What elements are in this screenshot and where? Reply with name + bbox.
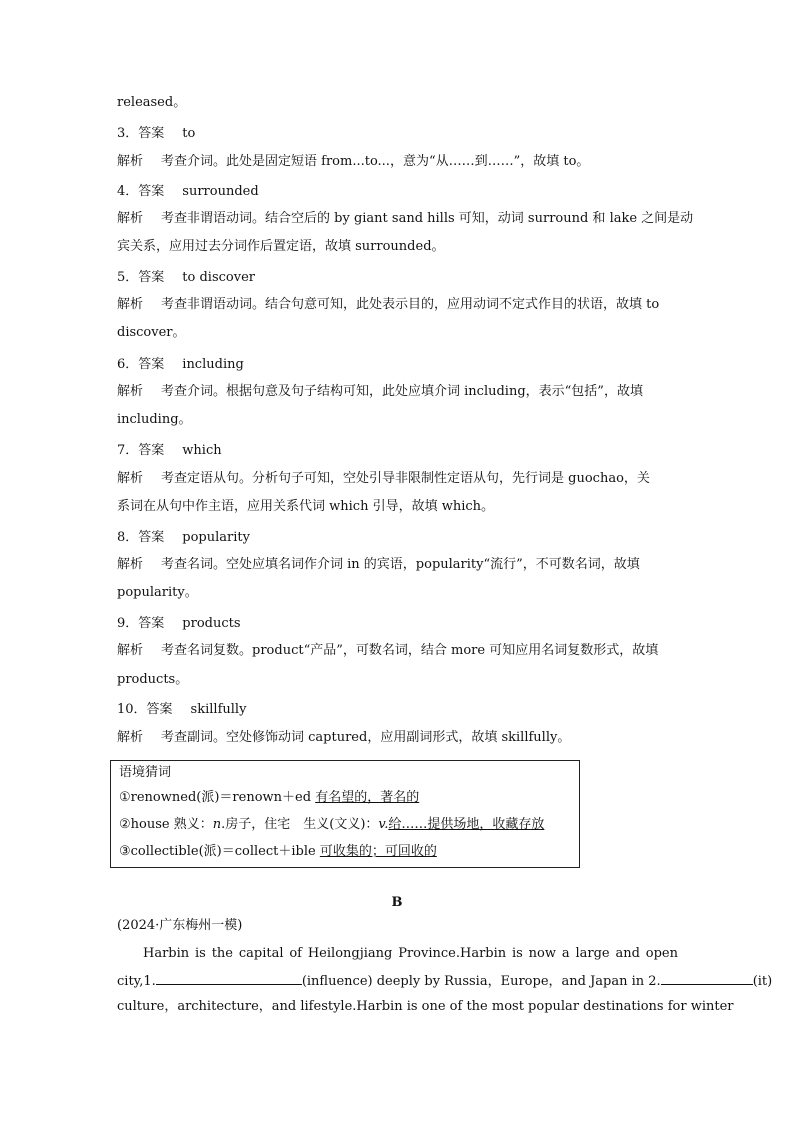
answer-6 [117, 357, 244, 373]
explanation-text: 考查非谓语动词。结合句意可知，此处表示目的，应用动词不定式作目的状语，故填 to [161, 297, 660, 312]
explanation-9 [117, 643, 658, 659]
passage-line-1: Harbin is the capital of Heilongjiang Province.Harbin is now a large and open [143, 946, 678, 961]
vocab-meaning: 给……提供场地，收藏存放 [388, 817, 545, 832]
answer-3 [117, 126, 195, 142]
explanation-7-cont: 系词在从句中作主语，应用关系代词 which 引导，故填 which。 [117, 499, 495, 514]
explanation-text: 考查副词。空处修饰动词 captured，应用副词形式，故填 skillfully。 [161, 730, 571, 745]
explanation-label: 解析 [117, 211, 144, 226]
vocab-meaning: 可收集的；可回收的 [319, 844, 437, 859]
explanation-8-cont: popularity。 [117, 585, 198, 600]
explanation-text: 考查定语从句。分析句子可知，空处引导非限制性定语从句，先行词是 guochao，关 [161, 471, 650, 486]
explanation-label: 解析 [117, 730, 144, 745]
explanation-4 [117, 211, 693, 227]
answer-value: to [182, 126, 196, 141]
answer-5 [117, 270, 255, 286]
answer-blank-1[interactable] [156, 972, 302, 985]
source-note: (2024·广东梅州一模) [117, 918, 243, 933]
explanation-text: 考查介词。此处是固定短语 from...to...，意为“从……到……”，故填 to。 [161, 154, 590, 169]
explanation-label: 解析 [117, 154, 144, 169]
answer-10 [117, 702, 246, 718]
explanation-3 [117, 154, 589, 170]
explanation-9-cont: products。 [117, 672, 189, 687]
vocab-item-3: ③collectible(派)＝collect＋ible 可收集的；可回收的 [119, 844, 437, 859]
vocab-item-2: ②house 熟义：n.房子，住宅 生义(文义)：v.给……提供场地，收藏存放 [119, 817, 545, 832]
explanation-10 [117, 730, 570, 746]
explanation-text: 考查非谓语动词。结合空后的 by giant sand hills 可知，动词 surround 和 lake 之间是动 [161, 211, 694, 226]
explanation-6 [117, 384, 643, 400]
answer-value: to discover [182, 270, 255, 285]
answer-value: skillfully [190, 702, 247, 717]
answer-8 [117, 530, 250, 546]
answer-value: surrounded [182, 184, 259, 199]
explanation-label: 解析 [117, 297, 144, 312]
answer-label: 4．答案 [117, 184, 165, 199]
answer-value: which [182, 443, 222, 458]
answer-9 [117, 616, 241, 632]
answer-label: 6．答案 [117, 357, 165, 372]
vocab-title: 语境猜词 [119, 765, 172, 780]
answer-value: including [182, 357, 244, 372]
explanation-label: 解析 [117, 557, 144, 572]
explanation-4-cont: 宾关系，应用过去分词作后置定语，故填 surrounded。 [117, 239, 445, 254]
answer-value: products [182, 616, 241, 631]
explanation-text: 考查名词。空处应填名词作介词 in 的宾语，popularity“流行”，不可数名词，故填 [161, 557, 640, 572]
answer-4 [117, 184, 259, 200]
answer-label: 8．答案 [117, 530, 165, 545]
explanation-label: 解析 [117, 643, 144, 658]
section-label: B [391, 895, 403, 910]
explanation-5-cont: discover。 [117, 325, 186, 340]
answer-label: 10．答案 [117, 702, 173, 717]
answer-value: popularity [182, 530, 250, 545]
explanation-5 [117, 297, 659, 313]
text-line: released。 [117, 95, 187, 110]
explanation-7 [117, 471, 650, 487]
explanation-label: 解析 [117, 384, 144, 399]
explanation-label: 解析 [117, 471, 144, 486]
answer-label: 9．答案 [117, 616, 165, 631]
answer-blank-2[interactable] [661, 972, 753, 985]
passage-line-2: city,1. (influence) deeply by Russia，Europe，and Japan in 2. (it) [117, 974, 773, 989]
vocab-meaning: 有名望的，著名的 [315, 790, 420, 805]
explanation-6-cont: including。 [117, 412, 192, 427]
vocab-box [110, 760, 580, 868]
passage-line-3: culture，architecture，and lifestyle.Harbin is one of the most popular destinations for winter [117, 999, 734, 1014]
explanation-text: 考查名词复数。product“产品”，可数名词，结合 more 可知应用名词复数形式，故填 [161, 643, 659, 658]
vocab-item-1: ①renowned(派)＝renown＋ed 有名望的，著名的 [119, 790, 420, 805]
answer-label: 3．答案 [117, 126, 165, 141]
explanation-8 [117, 557, 640, 573]
answer-label: 7．答案 [117, 443, 165, 458]
answer-label: 5．答案 [117, 270, 165, 285]
explanation-text: 考查介词。根据句意及句子结构可知，此处应填介词 including，表示“包括”，故填 [161, 384, 643, 399]
answer-7 [117, 443, 222, 459]
